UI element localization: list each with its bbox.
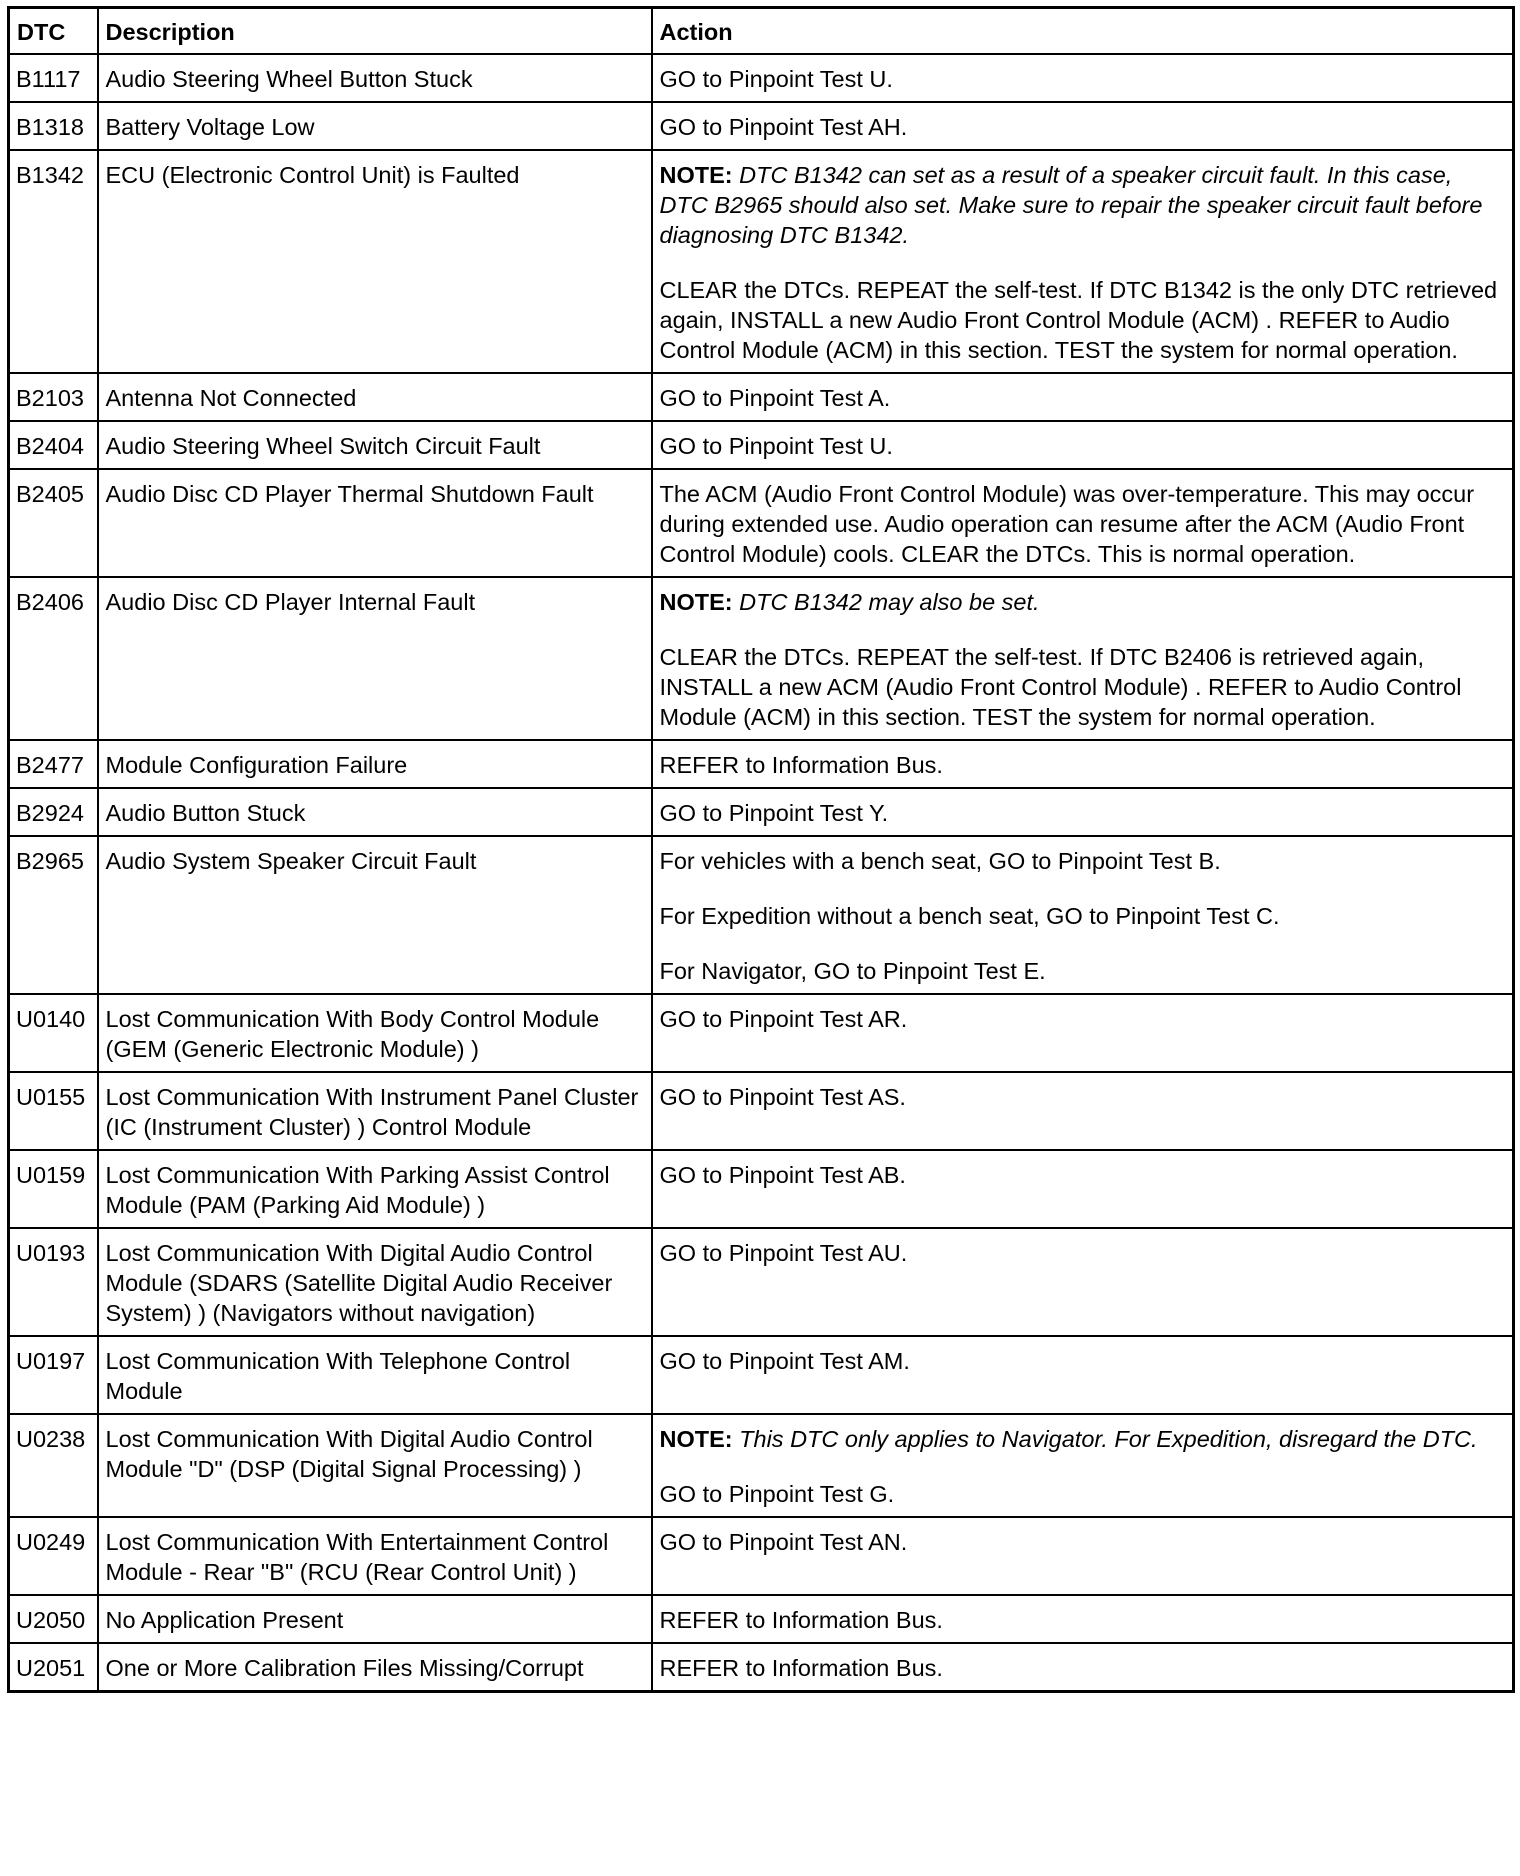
table-row — [9, 1595, 1514, 1643]
action-text: For Expedition without a bench seat, GO to Pinpoint Test C. — [659, 903, 1280, 929]
header-row — [9, 8, 1514, 55]
dtc-action — [652, 1643, 1514, 1692]
action-note — [660, 587, 1506, 617]
dtc-code: U0238 — [9, 1414, 98, 1517]
dtc-code: B2103 — [9, 373, 98, 421]
dtc-action — [652, 994, 1514, 1072]
table-row — [9, 1228, 1514, 1336]
dtc-code: B2406 — [9, 577, 98, 740]
dtc-description: No Application Present — [98, 1595, 652, 1643]
table-row — [9, 740, 1514, 788]
dtc-description: Audio Disc CD Player Thermal Shutdown Fault — [98, 469, 652, 577]
action-text: GO to Pinpoint Test A. — [659, 385, 891, 411]
dtc-action — [652, 1517, 1514, 1595]
action-text: CLEAR the DTCs. REPEAT the self-test. If DTC B2406 is retrieved again, INSTALL a new ACM (Audio Front Control Module) . REFER to Audio Control Module (ACM) in this section. TEST the system for normal operation. — [659, 644, 1462, 730]
dtc-action — [652, 1150, 1514, 1228]
action-text: GO to Pinpoint Test AH. — [659, 114, 908, 140]
dtc-code: U0193 — [9, 1228, 98, 1336]
note-label: NOTE: — [659, 1426, 733, 1452]
action-text: GO to Pinpoint Test AN. — [659, 1529, 908, 1555]
action-text: The ACM (Audio Front Control Module) was over-temperature. This may occur during extended use. Audio operation can resume after the ACM (Audio Front Control Module) cools. CLEAR the DTCs. This is normal operation. — [659, 481, 1475, 567]
action-text: GO to Pinpoint Test AM. — [659, 1348, 910, 1374]
dtc-code: B1117 — [9, 54, 98, 102]
table-row — [9, 1072, 1514, 1150]
dtc-code: U0155 — [9, 1072, 98, 1150]
dtc-action — [652, 1072, 1514, 1150]
table-row — [9, 54, 1514, 102]
table-row — [9, 469, 1514, 577]
dtc-code: U2050 — [9, 1595, 98, 1643]
action-text: GO to Pinpoint Test AB. — [659, 1162, 906, 1188]
dtc-description: Lost Communication With Parking Assist Control Module (PAM (Parking Aid Module) ) — [98, 1150, 652, 1228]
dtc-description: ECU (Electronic Control Unit) is Faulted — [98, 150, 652, 373]
table-row — [9, 1336, 1514, 1414]
action-text: REFER to Information Bus. — [659, 1607, 943, 1633]
action-text: GO to Pinpoint Test G. — [659, 1481, 895, 1507]
dtc-action — [652, 469, 1514, 577]
dtc-description: Audio Button Stuck — [98, 788, 652, 836]
note-text: DTC B1342 may also be set. — [739, 589, 1040, 615]
dtc-description: Lost Communication With Entertainment Control Module - Rear "B" (RCU (Rear Control Unit) ) — [98, 1517, 652, 1595]
dtc-description: Lost Communication With Digital Audio Control Module "D" (DSP (Digital Signal Processing) ) — [98, 1414, 652, 1517]
table-row — [9, 1643, 1514, 1692]
dtc-code: B2924 — [9, 788, 98, 836]
dtc-action — [652, 102, 1514, 150]
dtc-description: Antenna Not Connected — [98, 373, 652, 421]
dtc-description: One or More Calibration Files Missing/Corrupt — [98, 1643, 652, 1692]
dtc-code: B1318 — [9, 102, 98, 150]
table-row — [9, 102, 1514, 150]
dtc-code: B2477 — [9, 740, 98, 788]
dtc-code: U2051 — [9, 1643, 98, 1692]
dtc-description: Audio System Speaker Circuit Fault — [98, 836, 652, 994]
dtc-action — [652, 740, 1514, 788]
action-note — [660, 1424, 1506, 1454]
action-text: For Navigator, GO to Pinpoint Test E. — [659, 958, 1046, 984]
action-text: GO to Pinpoint Test U. — [659, 66, 893, 92]
dtc-table — [7, 6, 1515, 1693]
dtc-code: U0249 — [9, 1517, 98, 1595]
dtc-action — [652, 836, 1514, 994]
table-row — [9, 1414, 1514, 1517]
header-action: Action — [652, 8, 1514, 55]
action-text: GO to Pinpoint Test Y. — [659, 800, 889, 826]
note-text: DTC B1342 can set as a result of a speaker circuit fault. In this case, DTC B2965 should also set. Make sure to repair the speaker circuit fault before diagnosing DTC B1342. — [659, 162, 1483, 248]
dtc-description: Audio Steering Wheel Button Stuck — [98, 54, 652, 102]
table-row — [9, 150, 1514, 373]
table-row — [9, 1517, 1514, 1595]
dtc-action — [652, 373, 1514, 421]
dtc-action — [652, 1228, 1514, 1336]
action-text: GO to Pinpoint Test AS. — [659, 1084, 906, 1110]
table-row — [9, 1150, 1514, 1228]
dtc-code: B1342 — [9, 150, 98, 373]
note-text: This DTC only applies to Navigator. For Expedition, disregard the DTC. — [739, 1426, 1478, 1452]
table-body — [9, 54, 1514, 1692]
dtc-description: Audio Steering Wheel Switch Circuit Fault — [98, 421, 652, 469]
dtc-action — [652, 577, 1514, 740]
dtc-description: Lost Communication With Instrument Panel Cluster (IC (Instrument Cluster) ) Control Module — [98, 1072, 652, 1150]
action-text: GO to Pinpoint Test U. — [659, 433, 893, 459]
dtc-description: Lost Communication With Digital Audio Control Module (SDARS (Satellite Digital Audio Receiver System) ) (Navigators without navigation) — [98, 1228, 652, 1336]
dtc-code: B2965 — [9, 836, 98, 994]
dtc-code: U0159 — [9, 1150, 98, 1228]
note-label: NOTE: — [659, 589, 733, 615]
action-note — [660, 160, 1506, 250]
dtc-code: B2405 — [9, 469, 98, 577]
header-description: Description — [98, 8, 652, 55]
note-label: NOTE: — [659, 162, 733, 188]
table-row — [9, 421, 1514, 469]
table-row — [9, 577, 1514, 740]
dtc-code: U0140 — [9, 994, 98, 1072]
dtc-action — [652, 421, 1514, 469]
dtc-description: Battery Voltage Low — [98, 102, 652, 150]
dtc-description: Lost Communication With Body Control Module (GEM (Generic Electronic Module) ) — [98, 994, 652, 1072]
dtc-code: U0197 — [9, 1336, 98, 1414]
table-row — [9, 788, 1514, 836]
action-text: CLEAR the DTCs. REPEAT the self-test. If DTC B1342 is the only DTC retrieved again, INSTALL a new Audio Front Control Module (ACM) . REFER to Audio Control Module (ACM) in this section. TEST the system for normal operation. — [659, 277, 1498, 363]
action-text: GO to Pinpoint Test AU. — [659, 1240, 908, 1266]
action-text: GO to Pinpoint Test AR. — [659, 1006, 908, 1032]
dtc-action — [652, 150, 1514, 373]
dtc-description: Lost Communication With Telephone Control Module — [98, 1336, 652, 1414]
dtc-description: Audio Disc CD Player Internal Fault — [98, 577, 652, 740]
dtc-action — [652, 54, 1514, 102]
dtc-action — [652, 1336, 1514, 1414]
dtc-action — [652, 1414, 1514, 1517]
action-text: For vehicles with a bench seat, GO to Pinpoint Test B. — [659, 848, 1221, 874]
dtc-code: B2404 — [9, 421, 98, 469]
table-row — [9, 994, 1514, 1072]
action-text: REFER to Information Bus. — [659, 752, 943, 778]
table-row — [9, 836, 1514, 994]
action-text: REFER to Information Bus. — [659, 1655, 943, 1681]
table-row — [9, 373, 1514, 421]
dtc-action — [652, 1595, 1514, 1643]
header-dtc: DTC — [9, 8, 98, 55]
dtc-description: Module Configuration Failure — [98, 740, 652, 788]
dtc-action — [652, 788, 1514, 836]
